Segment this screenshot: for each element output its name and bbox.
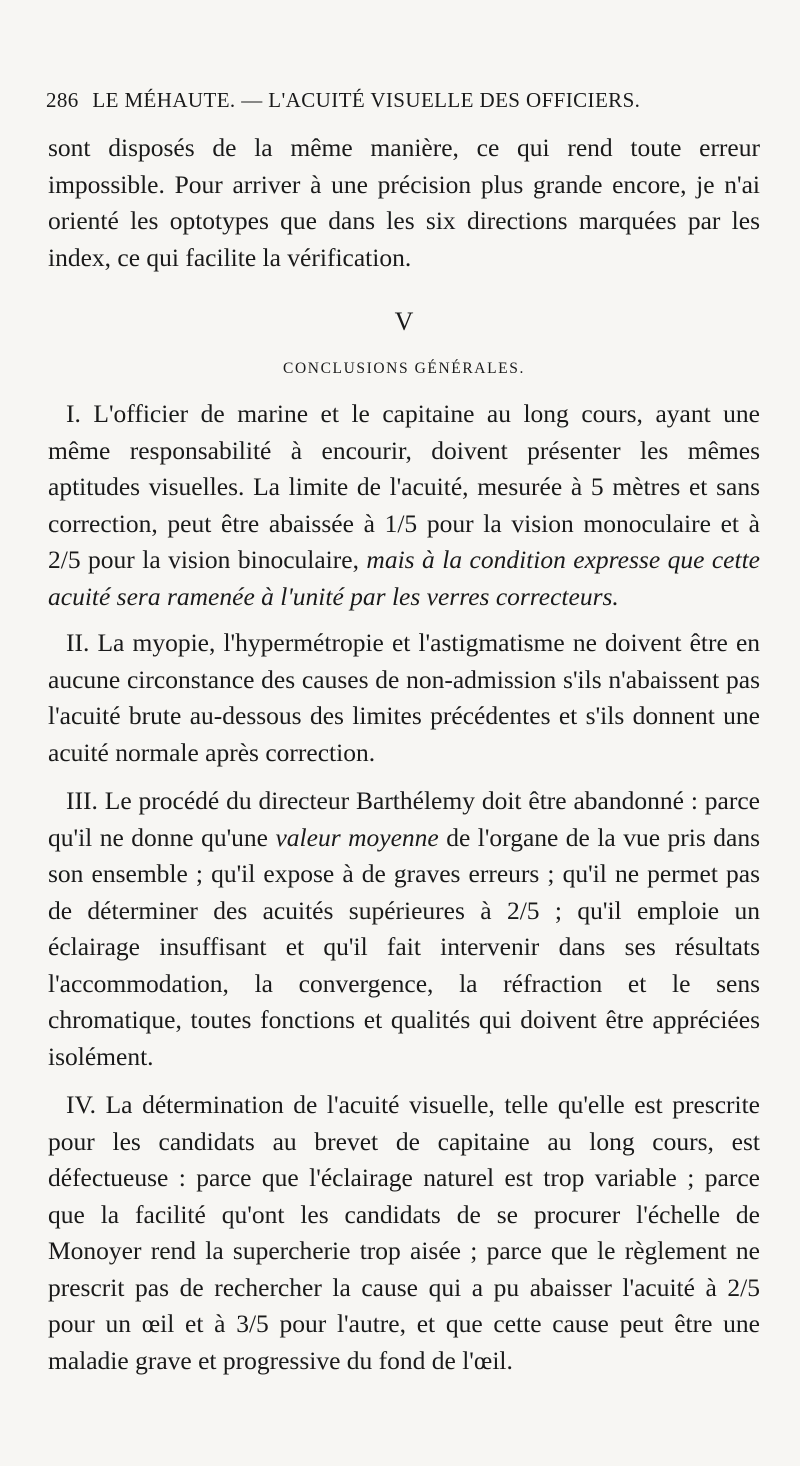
section-title: CONCLUSIONS GÉNÉRALES.: [283, 360, 525, 377]
conclusion-italic-text: mais à la condition expresse que cette acuité sera ramenée à l'unité par les verres correcteurs.: [48, 545, 760, 611]
conclusion-paragraph-1: [48, 396, 760, 615]
running-header: [46, 88, 746, 113]
conclusion-paragraph-2: [48, 625, 760, 771]
conclusion-numeral: I.: [66, 399, 81, 428]
conclusion-paragraph-4: [48, 1087, 760, 1379]
intro-paragraph: sont disposés de la même manière, ce qui rend toute erreur impossible. Pour arriver à une précision plus grande encore, je n'ai orienté les optotypes que dans les six directions marquées par les index, ce qui facilite la vérification.: [48, 133, 760, 272]
page-body: [48, 130, 760, 1379]
conclusion-numeral: III.: [66, 786, 98, 815]
page-number: 286: [46, 88, 79, 112]
section-number: V: [394, 307, 414, 336]
conclusion-text-after: de l'organe de la vue pris dans son ensemble ; qu'il expose à de graves erreurs ; qu'il ne permet pas de déterminer des acuités supérieures à 2/5 ; qu'il emploie un éclairage insuffisant et qu'il fait intervenir dans ses résultats l'accommodation, la convergence, la réfraction et le sens chromatique, toutes fonctions et qualités qui doivent être appréciées isolément.: [48, 822, 760, 1071]
conclusion-text: L'officier de marine et le capitaine au long cours, ayant une même responsabilité à encourir, doivent présenter les mêmes aptitudes visuelles. La limite de l'acuité, mesurée à 5 mètres et sans correction, peut être abaissée à 1/5 pour la vision monoculaire et à 2/5 pour la vision binoculaire,: [48, 399, 760, 574]
conclusion-numeral: IV.: [66, 1090, 96, 1119]
conclusion-text: La détermination de l'acuité visuelle, telle qu'elle est prescrite pour les candidats au brevet de capitaine au long cours, est défectueuse : parce que l'éclairage naturel est trop variable ; parce que la facilité qu'ont les candidats de se procurer l'échelle de Monoyer rend la supercherie trop aisée ; parce que le règlement ne prescrit pas de rechercher la cause qui a pu abaisser l'acuité à 2/5 pour un œil et à 3/5 pour l'autre, et que cette cause peut être une maladie grave et progressive du fond de l'œil.: [48, 1090, 760, 1375]
conclusion-paragraph-3: [48, 783, 760, 1075]
conclusion-numeral: II.: [66, 628, 90, 657]
conclusion-text: La myopie, l'hypermétropie et l'astigmatisme ne doivent être en aucune circonstance des causes de non-admission s'ils n'abaissent pas l'acuité brute au-dessous des limites précédentes et s'ils donnent une acuité normale après correction.: [48, 628, 761, 767]
conclusion-text: Le procédé du directeur Barthélemy doit être abandonné : parce qu'il ne donne qu'une: [48, 786, 760, 852]
conclusion-italic-text: valeur moyenne: [275, 822, 439, 852]
running-title: LE MÉHAUTE. — L'ACUITÉ VISUELLE DES OFFICIERS.: [92, 88, 641, 112]
